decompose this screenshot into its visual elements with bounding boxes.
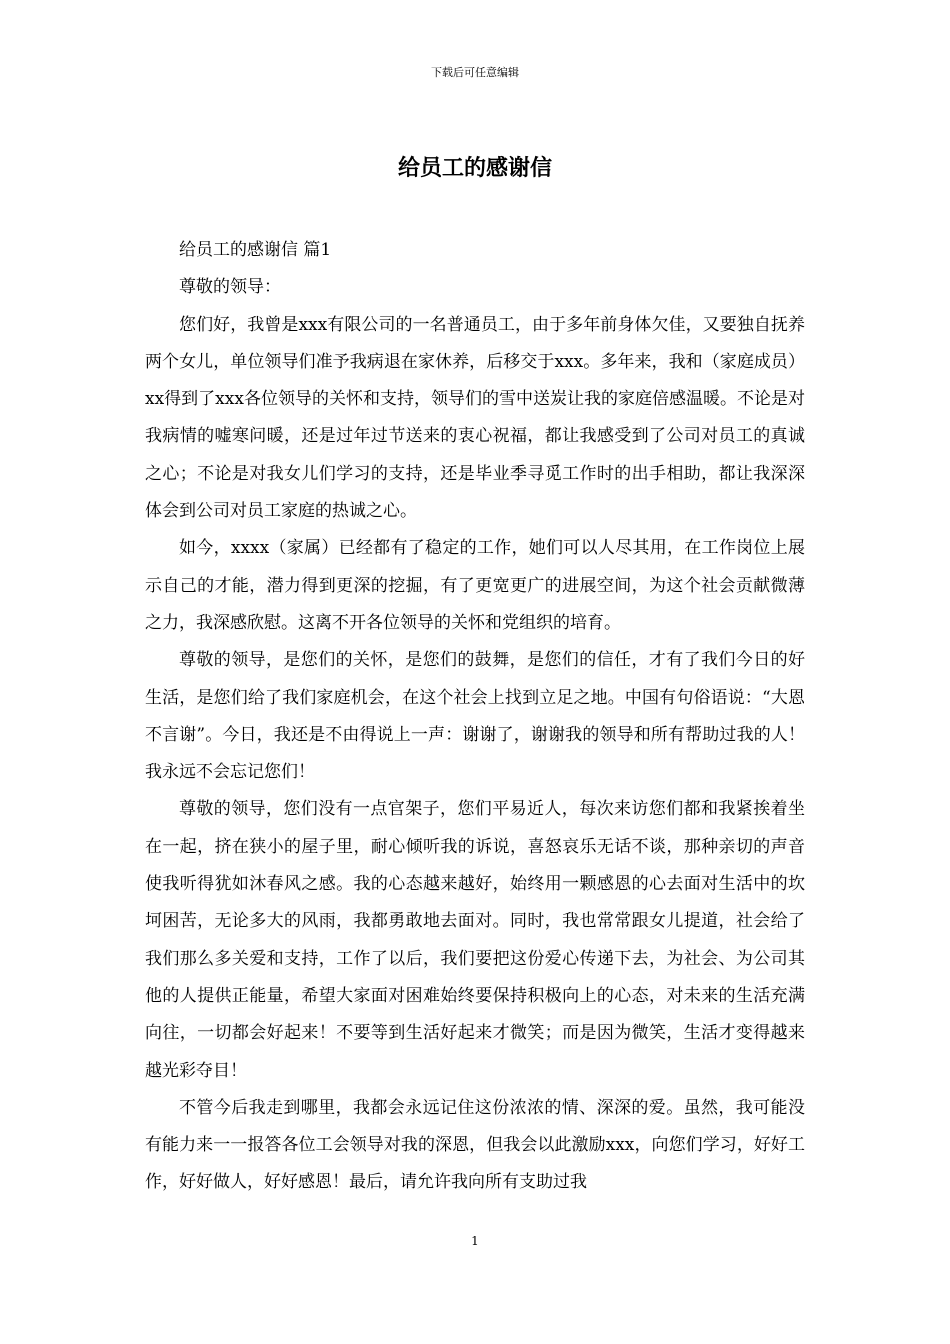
- body-paragraph: 如今，xxxx（家属）已经都有了稳定的工作，她们可以人尽其用，在工作岗位上展示自己的才能，潜力得到更深的挖掘，有了更宽更广的进展空间，为这个社会贡献微薄之力，我深感欣慰。这离不开各位领导的关怀和党组织的培育。: [145, 538, 805, 633]
- body-paragraph: 尊敬的领导，您们没有一点官架子，您们平易近人，每次来访您们都和我紧挨着坐在一起，挤在狭小的屋子里，耐心倾听我的诉说，喜怒哀乐无话不谈，那种亲切的声音使我听得犹如沐春风之感。我的心态越来越好，始终用一颗感恩的心去面对生活中的坎坷困苦，无论多大的风雨，我都勇敢地去面对。同时，我也常常跟女儿提道，社会给了我们那么多关爱和支持，工作了以后，我们要把这份爱心传递下去，为社会、为公司其他的人提供正能量，希望大家面对困难始终要保持积极向上的心态，对未来的生活充满向往，一切都会好起来！不要等到生活好起来才微笑；而是因为微笑，生活才变得越来越光彩夺目！: [145, 799, 805, 1081]
- document-title: 给员工的感谢信: [397, 155, 552, 181]
- header-note: 下载后可任意编辑: [431, 66, 519, 79]
- body-paragraph: 您们好，我曾是xxx有限公司的一名普通员工，由于多年前身体欠佳，又要独自抚养两个女儿，单位领导们准予我病退在家休养，后移交于xxx。多年来，我和（家庭成员）xx得到了xxx各位领导的关怀和支持，领导们的雪中送炭让我的家庭倍感温暖。不论是对我病情的嘘寒问暖，还是过年过节送来的衷心祝福，都让我感受到了公司对员工的真诚之心；不论是对我女儿们学习的支持，还是毕业季寻觅工作时的出手相助，都让我深深体会到公司对员工家庭的热诚之心。: [145, 314, 805, 522]
- body-paragraph: 尊敬的领导，是您们的关怀，是您们的鼓舞，是您们的信任，才有了我们今日的好生活，是您们给了我们家庭机会，在这个社会上找到立足之地。中国有句俗语说：“大恩不言谢”。今日，我还是不由得说上一声：谢谢了，谢谢我的领导和所有帮助过我的人！我永远不会忘记您们！: [145, 650, 805, 783]
- page-number: 1: [471, 1234, 479, 1248]
- salutation: 尊敬的领导：: [179, 277, 281, 298]
- document-body: [145, 232, 805, 1202]
- section-heading: 给员工的感谢信 篇1: [179, 240, 332, 260]
- body-paragraph: 不管今后我走到哪里，我都会永远记住这份浓浓的情、深深的爱。虽然，我可能没有能力来一一报答各位工会领导对我的深恩，但我会以此激励xxx，向您们学习，好好工作，好好做人，好好感恩！最后，请允许我向所有支助过我: [145, 1097, 805, 1193]
